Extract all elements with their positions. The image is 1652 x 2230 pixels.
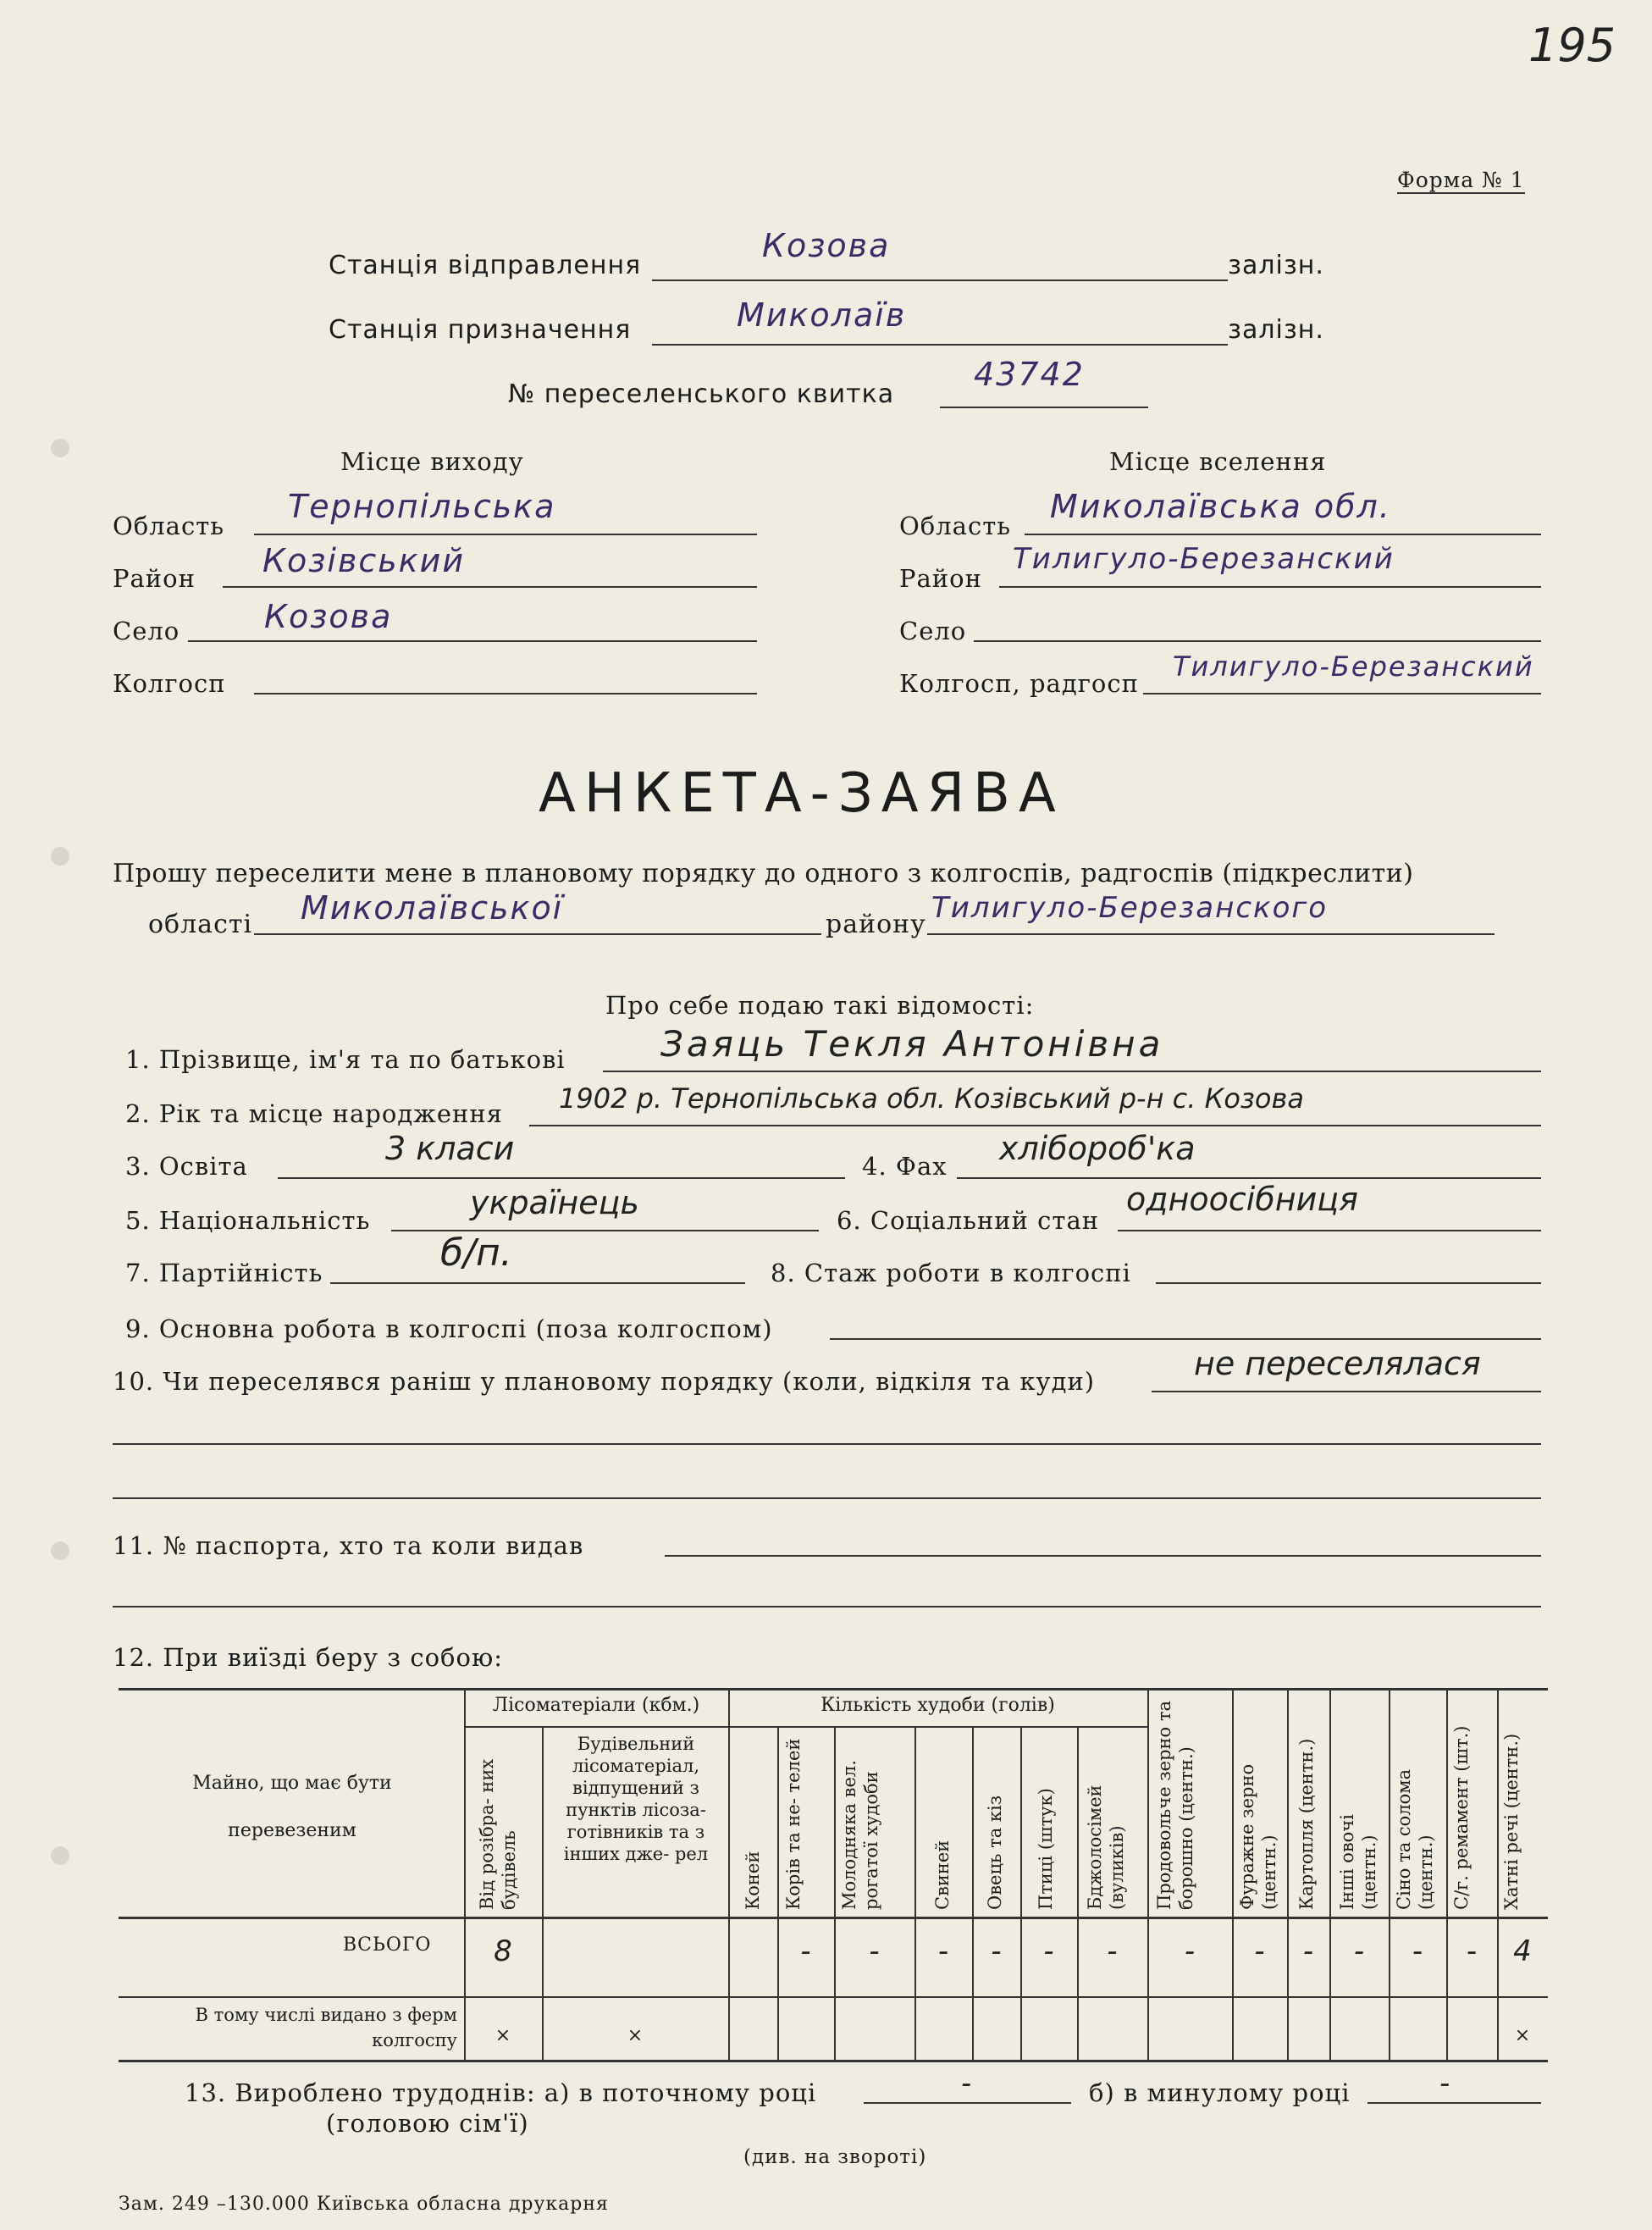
- origin-raion-value: Козівський: [262, 542, 466, 579]
- table-group-cattle: Кількість худоби (голів): [820, 1695, 1055, 1716]
- table-col-sheep: Овець та кіз: [985, 1795, 1005, 1910]
- table-col-young-cattle: Молодняка вел. рогатої худоби: [839, 1760, 881, 1910]
- item-4-label: 4. Фах: [862, 1152, 948, 1181]
- dest-kolhosp-value: Тилигуло-Березанский: [1173, 650, 1534, 683]
- ticket-value: 43742: [974, 356, 1085, 393]
- item-9-label: 9. Основна робота в колгоспі (поза колгоспом): [125, 1314, 773, 1343]
- departure-station-label: Станція відправлення: [329, 251, 642, 280]
- destination-station-suffix: залізн.: [1228, 315, 1324, 345]
- destination-heading: Місце вселення: [1109, 447, 1327, 476]
- table-col-wood-dismantled: Від розібра- них будівель: [477, 1758, 519, 1910]
- table-farm-cell: ×: [627, 2025, 644, 2046]
- intro-text: Про себе подаю такі відомості:: [605, 991, 1035, 1020]
- dest-raion-value: Тилигуло-Березанский: [1013, 542, 1395, 576]
- dest-selo-label: Село: [899, 617, 967, 645]
- origin-oblast-value: Тернопільська: [288, 488, 556, 525]
- punch-hole: [51, 1846, 69, 1865]
- origin-kolhosp-label: Колгосп: [113, 669, 226, 698]
- dest-kolhosp-label: Колгосп, радгосп: [899, 669, 1139, 698]
- item-5-value: українець: [470, 1184, 639, 1221]
- origin-raion-label: Район: [113, 564, 196, 593]
- punch-hole: [51, 1541, 69, 1560]
- item-7-value: б/п.: [440, 1231, 512, 1275]
- ticket-label: № переселенського квитка: [508, 379, 895, 409]
- table-total-cell: -: [869, 1934, 880, 1968]
- table-col-wood-building: Будівельний лісоматеріал, відпущений з пунктів лісоза- готівників та з інших дже- рел: [563, 1734, 709, 1864]
- table-row-farm-label: В тому числі видано з ферм колгоспу: [195, 2005, 457, 2050]
- table-total-cell: -: [1302, 1934, 1314, 1968]
- table-col-household: Хатні речі (центн.): [1501, 1733, 1522, 1910]
- request-oblast-value: Миколаївської: [301, 889, 564, 927]
- workdays-past-label: б) в минулому році: [1089, 2078, 1351, 2107]
- item-12-label: 12. При виїзді беру з собою:: [113, 1643, 503, 1672]
- table-total-cell: -: [1107, 1934, 1118, 1968]
- printer-imprint: Зам. 249 –130.000 Київська обласна друкарня: [119, 2194, 609, 2215]
- origin-selo-label: Село: [113, 617, 180, 645]
- punch-hole: [51, 439, 69, 457]
- item-1-label: 1. Прізвище, ім'я та по батькові: [125, 1045, 566, 1074]
- table-total-cell: -: [937, 1934, 949, 1968]
- departure-station-suffix: залізн.: [1228, 251, 1324, 280]
- table-group-wood: Лісоматеріали (кбм.): [492, 1695, 700, 1716]
- item-2-value: 1902 р. Тернопільська обл. Козівський р-н с. Козова: [559, 1082, 1304, 1115]
- table-total-cell: -: [1184, 1934, 1196, 1968]
- table-total-cell: -: [1466, 1934, 1478, 1968]
- item-2-label: 2. Рік та місце народження: [125, 1099, 503, 1128]
- table-total-cell: -: [1043, 1934, 1054, 1968]
- table-col-potato: Картопля (центн.): [1296, 1738, 1317, 1910]
- table-total-cell: -: [1254, 1934, 1265, 1968]
- table-col-hay: Сіно та солома (центн.): [1394, 1768, 1436, 1910]
- item-11-label: 11. № паспорта, хто та коли видав: [113, 1531, 584, 1560]
- table-col-pigs: Свиней: [932, 1840, 953, 1910]
- item-3-value: 3 класи: [385, 1130, 515, 1167]
- request-raion-label: району: [826, 910, 926, 939]
- item-7-label: 7. Партійність: [125, 1259, 323, 1287]
- table-farm-cell: ×: [1514, 2025, 1531, 2046]
- table-total-cell: 8: [494, 1934, 512, 1968]
- table-total-cell: -: [800, 1934, 811, 1968]
- table-total-cell: -: [991, 1934, 1002, 1968]
- item-5-label: 5. Національність: [125, 1206, 371, 1235]
- destination-station-value: Миколаїв: [737, 296, 907, 334]
- table-col-cows: Корів та не- телей: [783, 1738, 804, 1910]
- table-col-forage: Фуражне зерно (центн.): [1237, 1763, 1279, 1910]
- item-1-value: Заяць Текля Антонівна: [660, 1023, 1164, 1065]
- item-4-value: хлібороб'ка: [999, 1130, 1196, 1167]
- workdays-past-value: -: [1439, 2067, 1450, 2100]
- see-back-note: (див. на звороті): [743, 2146, 927, 2168]
- page-title: АНКЕТА-ЗАЯВА: [539, 762, 1064, 825]
- table-col-grain: Продовольче зерно та борошно (центн.): [1154, 1701, 1196, 1910]
- workdays-current-value: -: [961, 2067, 972, 2100]
- table-col-vegetables: Інші овочі (центн.): [1337, 1814, 1379, 1910]
- table-col-tools: С/г. ремамент (шт.): [1451, 1725, 1472, 1910]
- dest-raion-label: Район: [899, 564, 982, 593]
- table-farm-cell: ×: [494, 2025, 511, 2046]
- table-col-birds: Птиці (штук): [1036, 1788, 1056, 1910]
- table-col-bees: Бджолосімей (вуликів): [1085, 1785, 1127, 1910]
- table-total-cell: -: [1412, 1934, 1423, 1968]
- item-10-value: не переселялася: [1194, 1345, 1481, 1382]
- table-col-horses: Коней: [743, 1851, 763, 1910]
- departure-station-value: Козова: [762, 227, 891, 264]
- form-number: Форма № 1: [1397, 168, 1525, 192]
- request-line: Прошу переселити мене в плановому порядку до одного з колгоспів, радгоспів (підкреслити): [113, 859, 1414, 888]
- workdays-family-note: (головою сім'ї): [326, 2109, 529, 2138]
- item-8-label: 8. Стаж роботи в колгоспі: [771, 1259, 1131, 1287]
- table-total-cell: 4: [1513, 1934, 1532, 1968]
- punch-hole: [51, 847, 69, 866]
- item-3-label: 3. Освіта: [125, 1152, 248, 1181]
- table-col-property: Майно, що має бути перевезеним: [192, 1773, 392, 1841]
- item-6-value: одноосібниця: [1126, 1181, 1359, 1218]
- table-row-total-label: ВСЬОГО: [343, 1934, 432, 1956]
- origin-oblast-label: Область: [113, 512, 225, 540]
- request-oblast-label: області: [148, 910, 253, 939]
- request-raion-value: Тилигуло-Березанского: [931, 891, 1329, 925]
- dest-oblast-label: Область: [899, 512, 1012, 540]
- dest-oblast-value: Миколаївська обл.: [1050, 488, 1391, 525]
- origin-selo-value: Козова: [264, 598, 393, 635]
- item-6-label: 6. Соціальний стан: [837, 1206, 1100, 1235]
- archive-number: 195: [1528, 19, 1616, 72]
- workdays-label: 13. Вироблено трудоднів: а) в поточному році: [185, 2078, 817, 2107]
- table-total-cell: -: [1353, 1934, 1365, 1968]
- item-10-label: 10. Чи переселявся раніш у плановому порядку (коли, відкіля та куди): [113, 1367, 1096, 1396]
- destination-station-label: Станція призначення: [329, 315, 632, 345]
- origin-heading: Місце виходу: [340, 447, 524, 476]
